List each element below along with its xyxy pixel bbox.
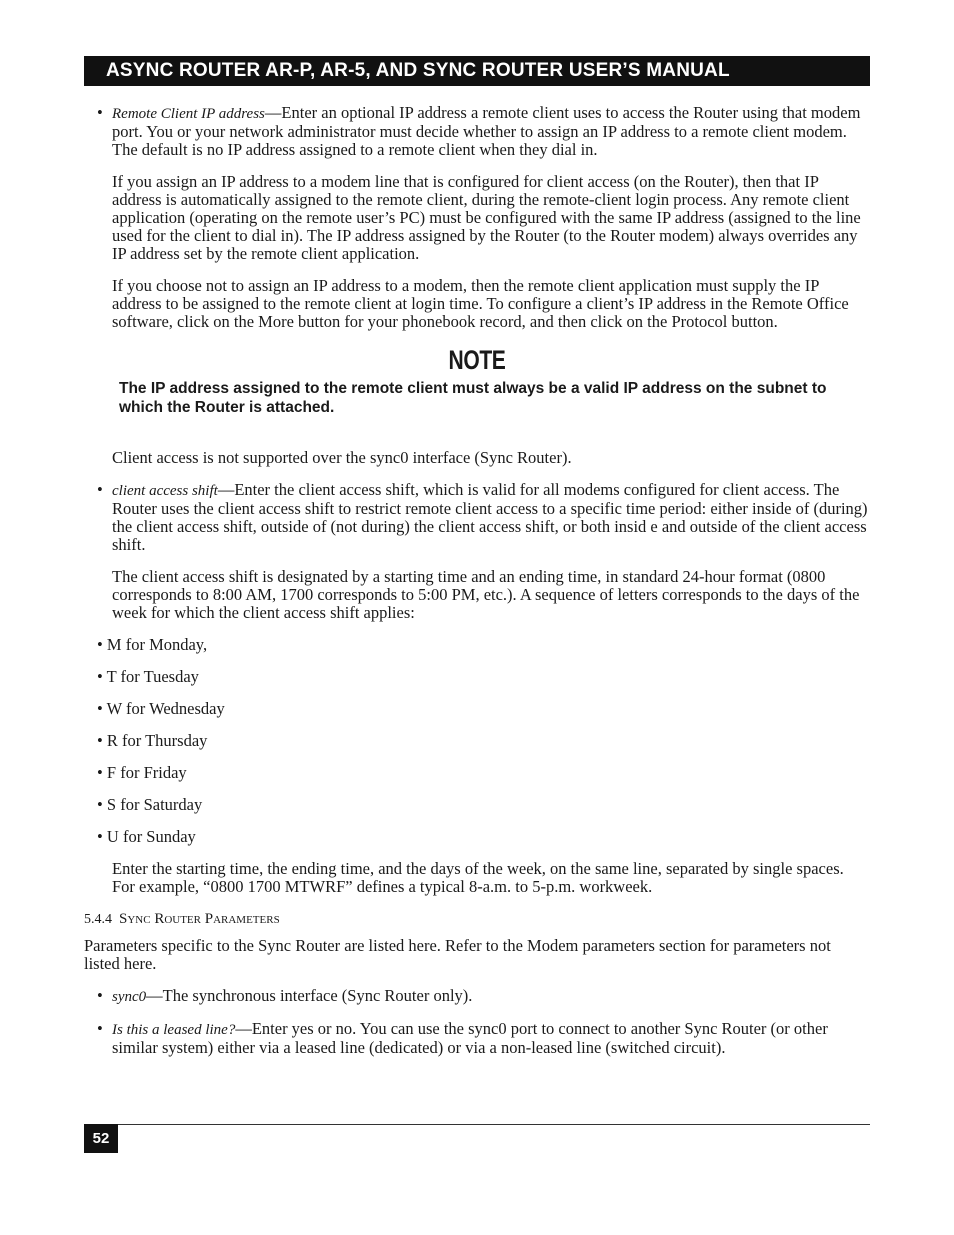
bullet-dot: • (97, 480, 103, 499)
sync0-text: —The synchronous interface (Sync Router only). (146, 986, 473, 1005)
day-label: S for Saturday (106, 795, 203, 814)
client-shift-para-2: Enter the starting time, the ending time, and the days of the week, on the same line, separated by single spaces. For example, “0800 1700 MTWRF” defines a typical 8-a.m. to 5-p.m. workweek. (112, 859, 844, 896)
bullet-dot: • (97, 986, 103, 1005)
section-heading (84, 910, 870, 929)
day-item-saturday: • S for Saturday (97, 795, 203, 814)
bullet-dot: • (97, 1019, 103, 1038)
client-shift-para-1: The client access shift is designated by a starting time and an ending time, in standard 24-hour format (0800 corresponds to 8:00 AM, 1700 corresponds to 5:00 PM, etc.). A sequence of letters corresponds to the days of the week for which the client access shift applies: (112, 567, 860, 622)
leased-line-bullet (84, 1020, 870, 1057)
leased-line-text: —Enter yes or no. You can use the sync0 port to connect to another Sync Router (or other similar system) either via a leased line (dedicated) or via a non-leased line (switched circuit). (112, 1019, 828, 1057)
client-shift-text: —Enter the client access shift, which is valid for all modems configured for client access. The Router uses the client access shift to restrict remote client access to a specific time period: either inside of (during) the client access shift, outside of (not during) the client access shift, or both insid e and outside of the client access shift. (112, 480, 868, 554)
sync0-client-access-note: Client access is not supported over the sync0 interface (Sync Router). (112, 448, 572, 467)
remote-client-term: Remote Client IP address (112, 106, 265, 122)
day-label: T for Tuesday (106, 667, 199, 686)
section-number: 5.4.4 (84, 912, 112, 927)
day-label: W for Wednesday (106, 699, 225, 718)
day-item-sunday: • U for Sunday (97, 827, 196, 846)
day-label: F for Friday (106, 763, 187, 782)
day-item-tuesday: • T for Tuesday (97, 667, 199, 686)
sync0-bullet (84, 987, 870, 1006)
note-title: NOTE (448, 345, 506, 375)
footer-rule (84, 1124, 870, 1125)
remote-client-para-2: If you choose not to assign an IP address to a modem, then the remote client application must supply the IP address to be assigned to the remote client at login time. To configure a client’s IP address in the Remote Office software, click on the More button for your phonebook record, and then click on the Protocol button. (112, 276, 849, 331)
remote-client-ip-bullet (84, 104, 870, 159)
day-item-wednesday: • W for Wednesday (97, 699, 225, 718)
page-number: 52 (84, 1124, 118, 1153)
page-header-title: ASYNC ROUTER AR-P, AR-5, AND SYNC ROUTER USER’S MANUAL (84, 56, 870, 86)
day-item-monday: • M for Monday, (97, 635, 208, 654)
page-content (84, 104, 870, 1071)
day-label: R for Thursday (106, 731, 208, 750)
day-label: M for Monday, (106, 635, 208, 654)
remote-client-text: —Enter an optional IP address a remote client uses to access the Router using that modem port. You or your network administrator must decide whether to assign an IP address to a remote client modem. The default is no IP address assigned to a remote client when they dial in. (112, 103, 861, 159)
client-shift-term: client access shift (112, 483, 218, 499)
client-access-shift-bullet (84, 481, 870, 554)
leased-line-term: Is this a leased line? (112, 1022, 236, 1038)
day-label: U for Sunday (106, 827, 196, 846)
section-title: Sync Router Parameters (119, 911, 280, 927)
remote-client-para-1: If you assign an IP address to a modem line that is configured for client access (on the Router), then that IP address is automatically assigned to the remote client, during the remote-client login process. Any remote client application (operating on the remote user’s PC) must be configured with the same IP address (assigned to the line used for the client to dial in). The IP address assigned by the Router (to the Router modem) always overrides any IP address set by the remote client application. (112, 172, 861, 263)
section-intro: Parameters specific to the Sync Router are listed here. Refer to the Modem parameters section for parameters not listed here. (84, 936, 831, 973)
note-body: The IP address assigned to the remote client must always be a valid IP address on the subnet to which the Router is attached. (119, 380, 827, 416)
sync0-term: sync0 (112, 989, 147, 1005)
bullet-dot: • (97, 103, 103, 122)
day-item-friday: • F for Friday (97, 763, 187, 782)
day-item-thursday: • R for Thursday (97, 731, 208, 750)
